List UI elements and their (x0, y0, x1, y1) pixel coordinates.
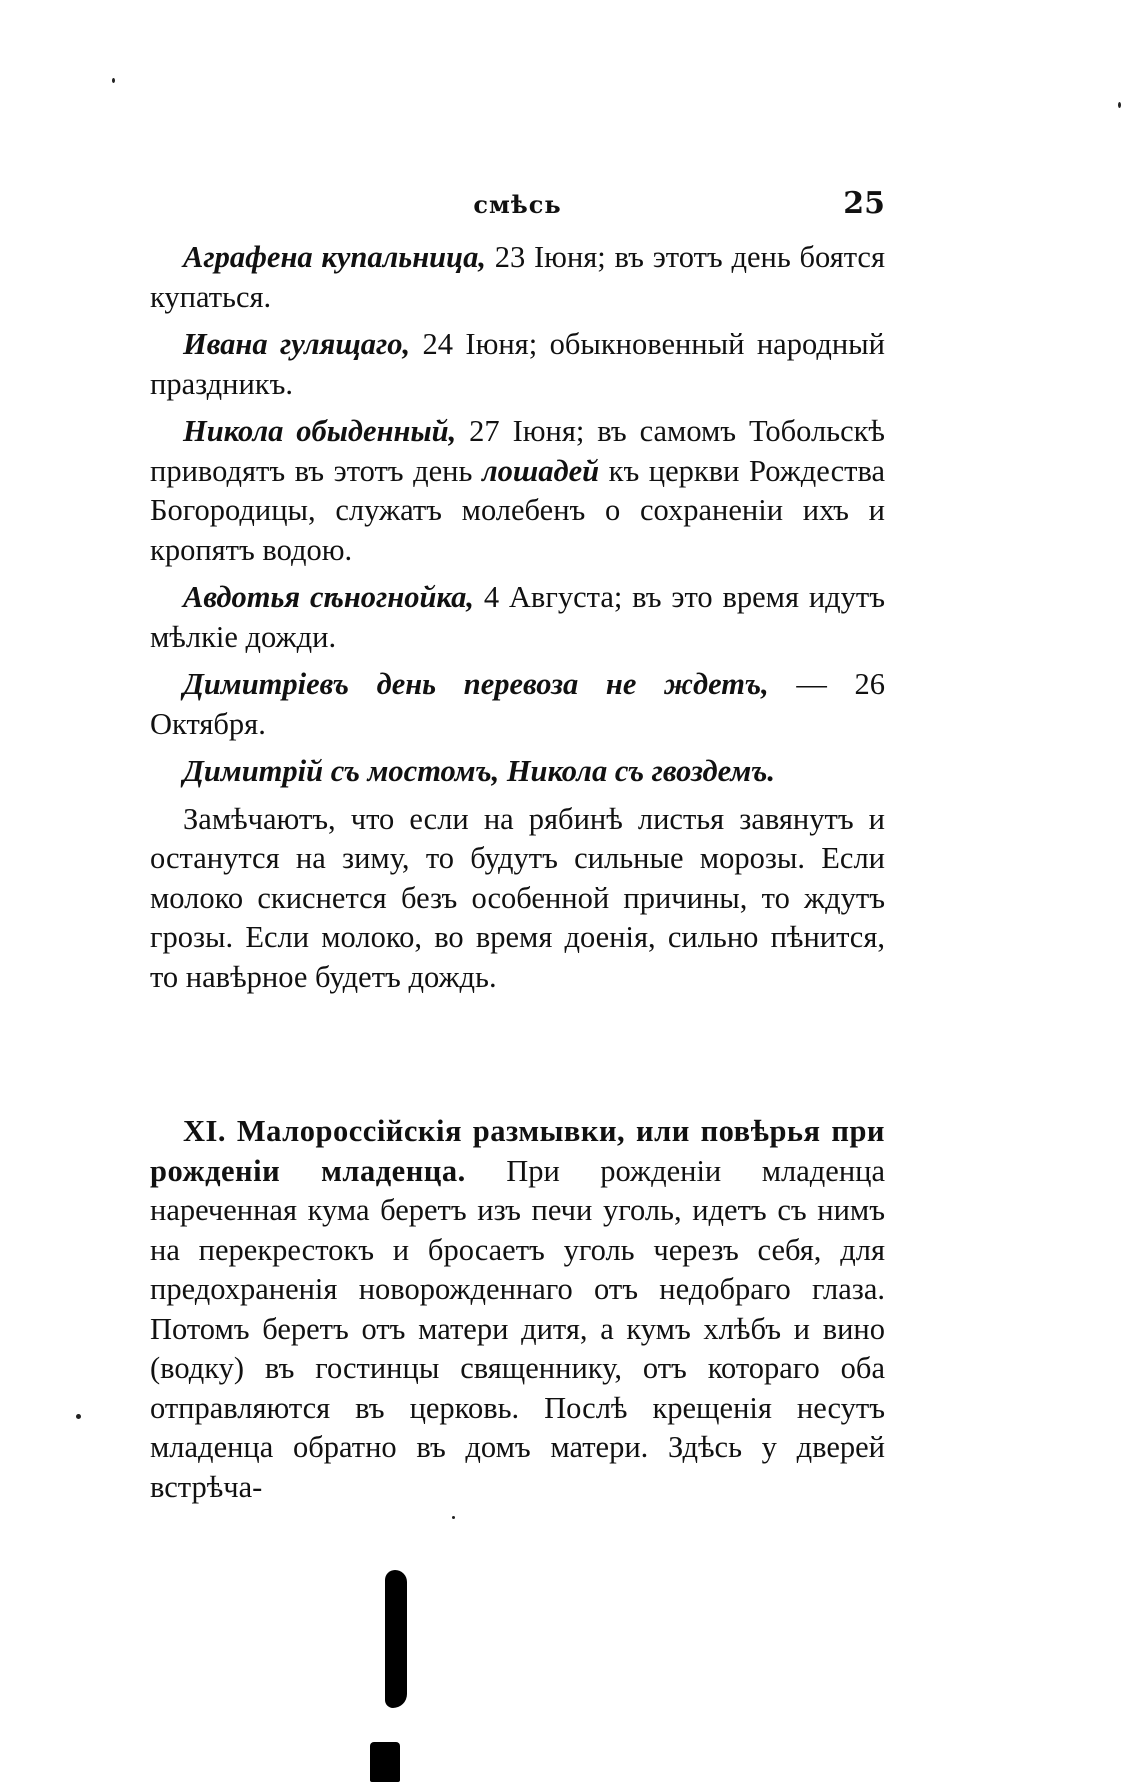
section-xi (150, 1112, 885, 1507)
speck (1118, 102, 1121, 108)
page-number: 25 (843, 186, 885, 221)
speck (76, 1414, 81, 1419)
entry-title: Аграфена купальница, (183, 240, 486, 274)
section-paragraph (150, 1112, 885, 1507)
entry-text: 24 Іюня; обыкновенный народный праздникъ. (150, 327, 885, 401)
running-head: смѣсь (473, 190, 562, 219)
entry-title: Ивана гулящаго, (183, 327, 411, 361)
entry-dimitriy (150, 752, 885, 792)
entry-avdotya (150, 578, 885, 657)
ink-mark (370, 1742, 400, 1782)
entry-emphasis: лошадей (481, 453, 600, 488)
entry-title: Димитрій съ мостомъ, Никола съ гвоздемъ. (183, 754, 775, 788)
entry-title: Авдотья сѣногнойка, (183, 580, 475, 614)
speck (452, 1516, 455, 1519)
entry-text: 27 Іюня; въ самомъ Тобольскѣ приводятъ въ этотъ день (150, 414, 885, 488)
entries-block (150, 238, 885, 1005)
section-body: При рожденіи младенца нареченная кума беретъ изъ печи уголь, идетъ съ нимъ на перекрестокъ и бросаетъ уголь черезъ себя, для предохраненія новорожденнаго отъ недобраго глаза. Потомъ беретъ отъ матери дитя, а кумъ хлѣбъ и вино (водку) въ гостинцы священнику, отъ котораго оба отправляются въ церковь. Послѣ крещенія несутъ младенца обратно въ домъ матери. Здѣсь у дверей встрѣча- (150, 1153, 886, 1504)
entry-dimitriev (150, 665, 885, 744)
closing-paragraph: Замѣчаютъ, что если на рябинѣ листья завянутъ и останутся на зиму, то будутъ сильные морозы. Если молоко скиснется безъ особенной причины, то ждутъ грозы. Если молоко, во время доенія, сильно пѣнится, то навѣрное будетъ дождь. (150, 801, 885, 994)
ink-blot (385, 1570, 407, 1708)
section-title: XI. Малороссійскія размывки, или повѣрья при рожденіи младенца. (150, 1114, 885, 1188)
entry-text-continued: къ церкви Рождества Богородицы, служатъ молебенъ о сохраненіи ихъ и кропятъ водою. (150, 453, 885, 567)
entry-ivan (150, 325, 885, 404)
entry-text: — 26 Октября. (150, 667, 886, 741)
entry-title: Никола обыденный, (183, 414, 457, 448)
entry-nikola (150, 412, 885, 570)
speck (112, 78, 115, 83)
entry-title: Димитріевъ день перевоза не ждетъ, (183, 667, 769, 701)
entry-text: 23 Іюня; въ этотъ день боятся купаться. (150, 240, 885, 314)
entry-agrafena (150, 238, 885, 317)
page-header (150, 186, 885, 226)
entry-text: 4 Августа; въ это время идутъ мѣлкіе дожди. (150, 580, 886, 654)
